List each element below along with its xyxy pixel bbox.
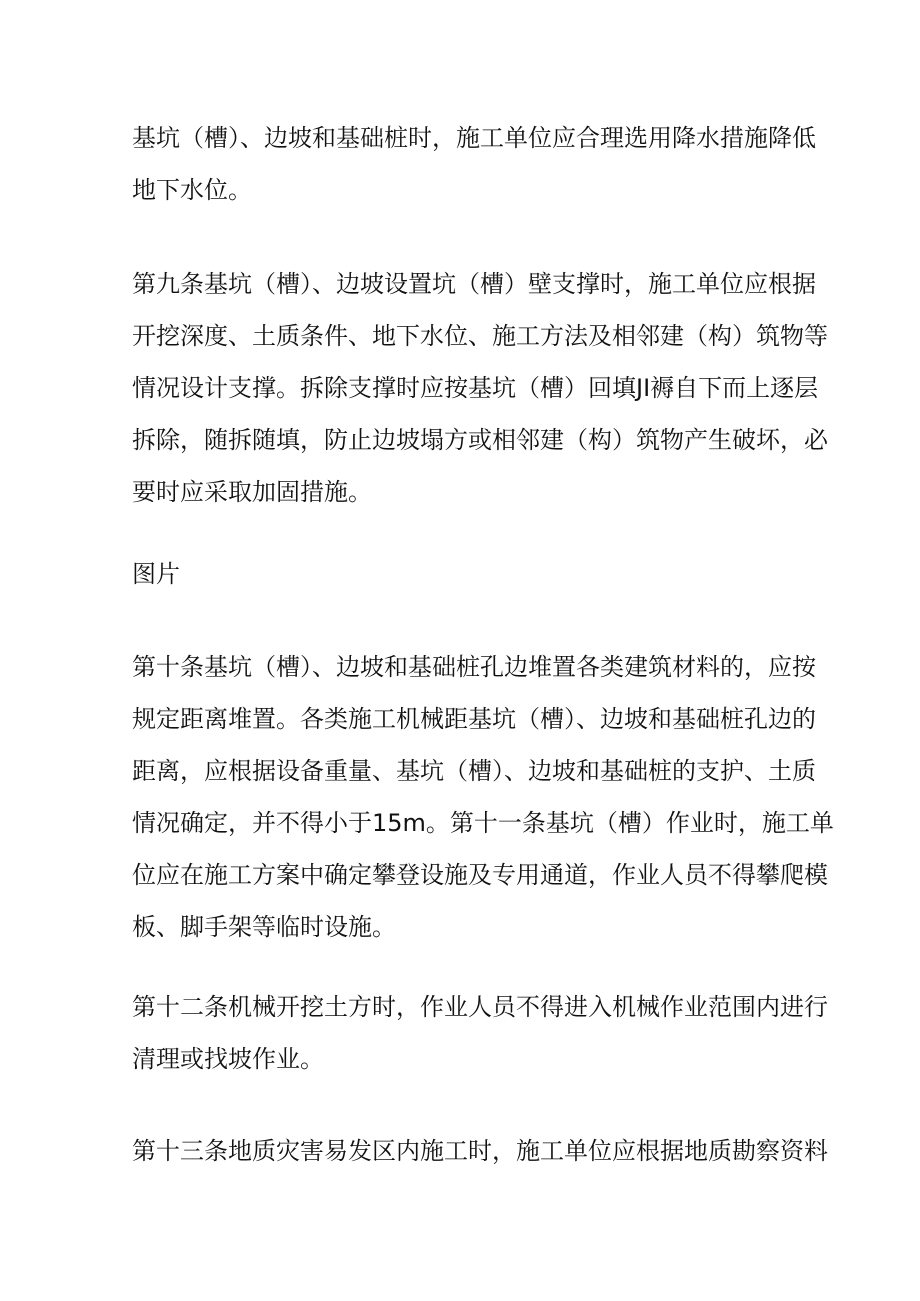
paragraph-dewatering [132, 112, 816, 216]
text-line: 开挖深度、土质条件、地下水位、施工方法及相邻建（构）筑物等 [132, 322, 828, 350]
text-line: 第十三条地质灾害易发区内施工时，施工单位应根据地质勘察资料 [132, 1137, 828, 1165]
paragraph-article-9 [132, 258, 828, 518]
text-line: 规定距离堆置。各类施工机械距基坑（槽）、边坡和基础桩孔边的 [132, 705, 816, 733]
text-line: 要时应采取加固措施。 [132, 478, 372, 506]
text-line: 图片 [132, 560, 180, 588]
text-line: 情况确定，并不得小于15m。第十一条基坑（槽）作业时，施工单 [132, 809, 834, 837]
text-line: 板、脚手架等临时设施。 [132, 913, 396, 941]
text-line: 距离，应根据设备重量、基坑（槽）、边坡和基础桩的支护、土质 [132, 757, 816, 785]
paragraph-article-10-11 [132, 641, 834, 953]
text-line: 第十二条机械开挖土方时，作业人员不得进入机械作业范围内进行 [132, 993, 828, 1021]
image-placeholder-caption [132, 548, 797, 600]
text-line: 第十条基坑（槽）、边坡和基础桩孔边堆置各类建筑材料的，应按 [132, 653, 816, 681]
text-line: 第九条基坑（槽）、边坡设置坑（槽）壁支撑时，施工单位应根据 [132, 270, 816, 298]
paragraph-article-12 [132, 981, 828, 1085]
text-line: 清理或找坡作业。 [132, 1045, 324, 1073]
text-line: 拆除，随拆随填，防止边坡塌方或相邻建（构）筑物产生破坏，必 [132, 426, 828, 454]
text-line: 情况设计支撑。拆除支撑时应按基坑（槽）回填JI褥自下而上逐层 [132, 374, 819, 402]
text-line: 位应在施工方案中确定攀登设施及专用通道，作业人员不得攀爬模 [132, 861, 828, 889]
text-line: 基坑（槽）、边坡和基础桩时，施工单位应合理选用降水措施降低 [132, 124, 816, 152]
paragraph-article-13 [132, 1125, 828, 1177]
text-line: 地下水位。 [132, 176, 252, 204]
